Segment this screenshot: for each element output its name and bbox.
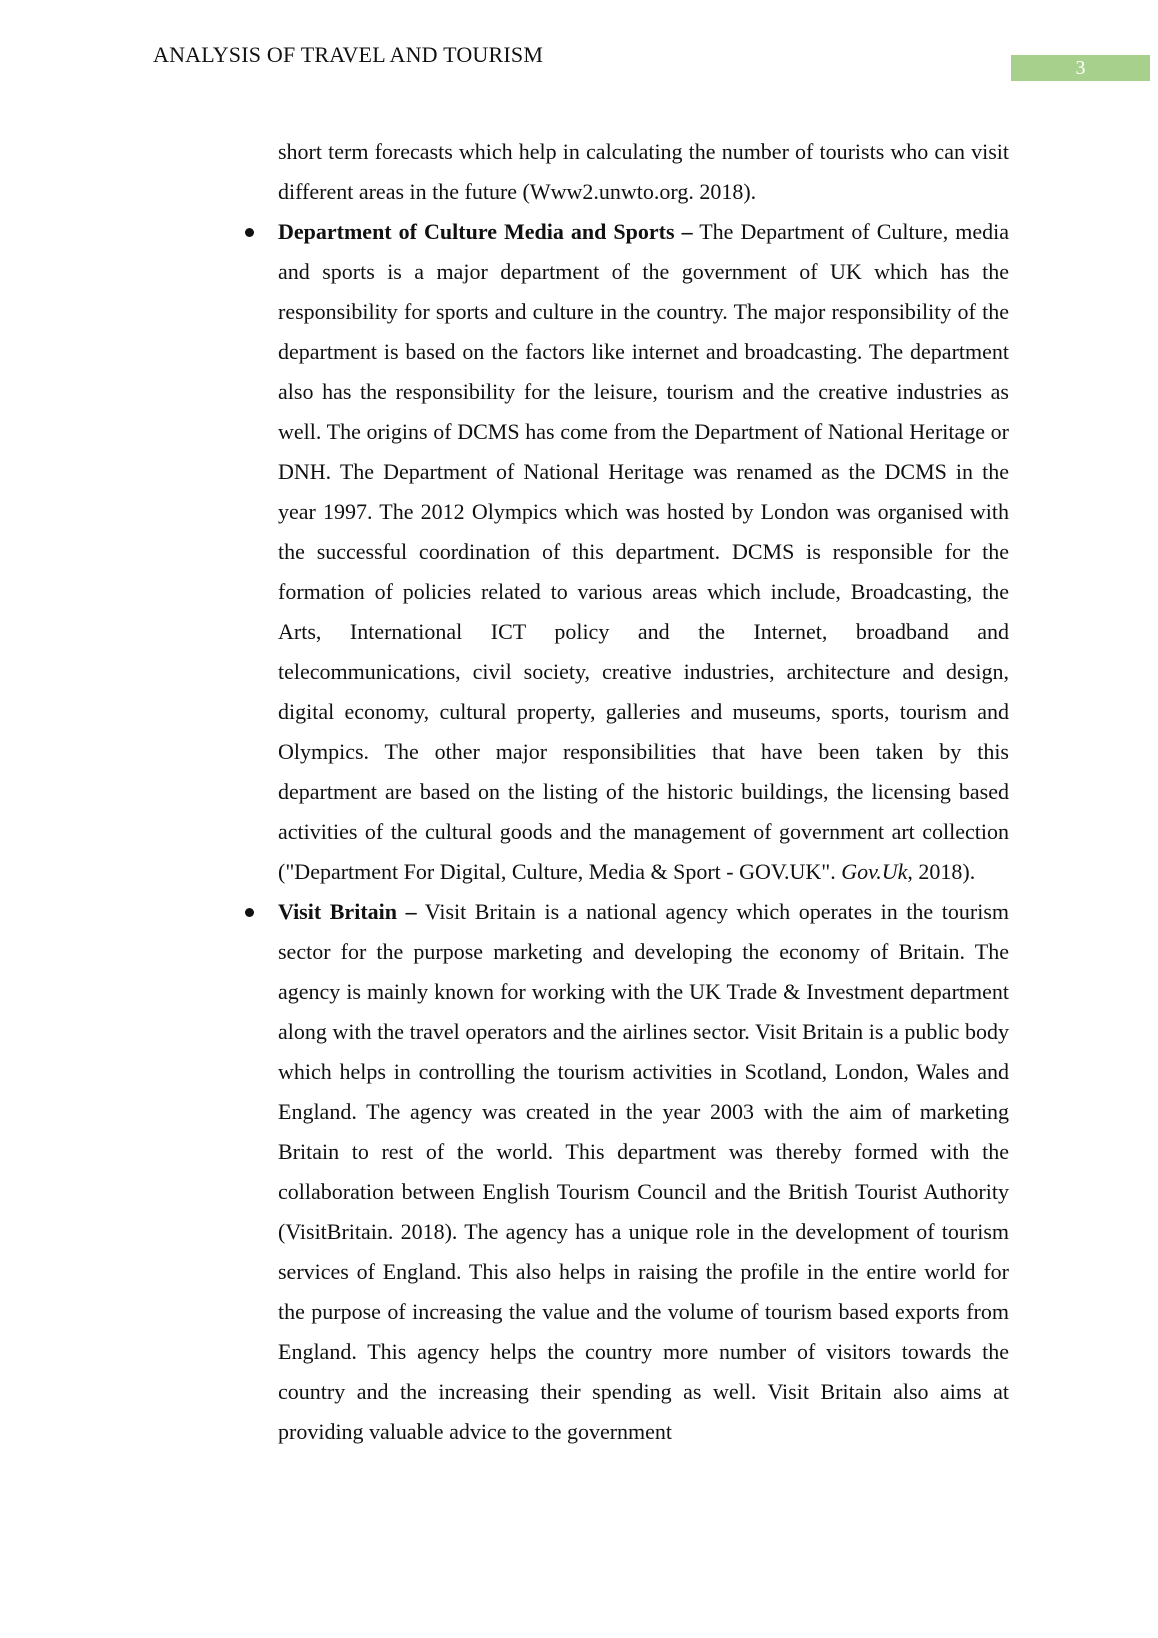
list-item-text: Visit Britain is a national agency which operates in the tourism sector for the purpose marketing and developing the economy of Britain. The agency is mainly known for working with the UK Trade & Investment department along with the travel operators and the airlines sector. Visit Britain is a public body which helps in controlling the tourism activities in Scotland, London, Wales and England. The agency was created in the year 2003 with the aim of marketing Britain to rest of the world. This department was thereby formed with the collaboration between English Tourism Council and the British Tourist Authority (VisitBritain. 2018). The agency has a unique role in the development of tourism services of England. This also helps in raising the profile in the entire world for the purpose of increasing the value and the volume of tourism based exports from England. This agency helps the country more number of visitors towards the country and the increasing their spending as well. Visit Britain also aims at providing valuable advice to the government <box>278 899 1009 1444</box>
list-item-dcms <box>278 212 1009 892</box>
bullet-list <box>278 212 1009 1452</box>
bullet-icon <box>245 228 254 237</box>
intro-paragraph: short term forecasts which help in calculating the number of tourists who can visit different areas in the future (Www2.unwto.org. 2018). <box>278 139 1009 204</box>
page-number-badge: 3 <box>1011 55 1150 81</box>
list-item-term: Visit Britain – <box>278 899 417 924</box>
citation-tail: , 2018). <box>907 859 976 884</box>
list-item-term: Department of Culture Media and Sports – <box>278 219 693 244</box>
document-body <box>278 132 1009 1452</box>
list-item-text: The Department of Culture, media and sports is a major department of the government of UK which has the responsibility for sports and culture in the country. The major responsibility of the department is based on the factors like internet and broadcasting. The department also has the responsibility for the leisure, tourism and the creative industries as well. The origins of DCMS has come from the Department of National Heritage or DNH. The Department of National Heritage was renamed as the DCMS in the year 1997. The 2012 Olympics which was hosted by London was organised with the successful coordination of this department. DCMS is responsible for the formation of policies related to various areas which include, Broadcasting, the Arts, International ICT policy and the Internet, broadband and telecommunications, civil society, creative industries, architecture and design, digital economy, cultural property, galleries and museums, sports, tourism and Olympics. The other major responsibilities that have been taken by this department are based on the listing of the historic buildings, the licensing based activities of the cultural goods and the management of government art collection ("Department For Digital, Culture, Media & Sport - GOV.UK". <box>278 219 1009 884</box>
list-item-visit-britain <box>278 892 1009 1452</box>
citation-source: Gov.Uk <box>841 859 908 884</box>
running-header: ANALYSIS OF TRAVEL AND TOURISM <box>153 42 544 67</box>
bullet-icon <box>245 908 254 917</box>
